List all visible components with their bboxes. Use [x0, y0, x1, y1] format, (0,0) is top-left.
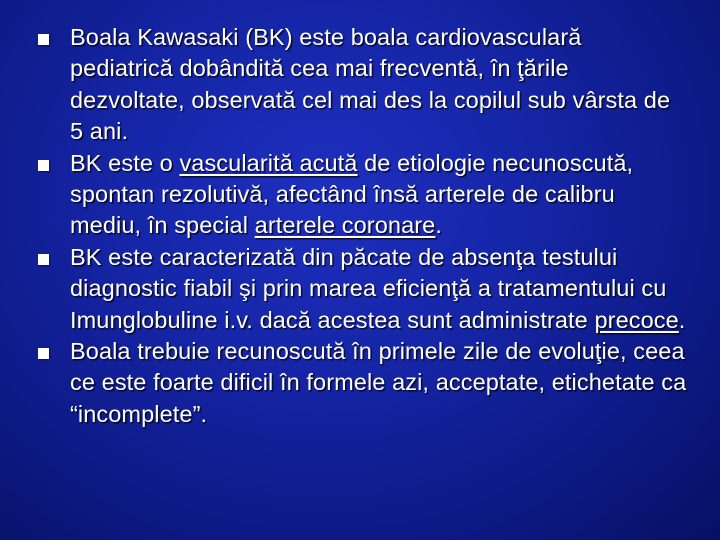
bullet-item: [38, 242, 688, 336]
square-bullet-icon: [38, 348, 49, 359]
square-bullet-icon: [38, 254, 49, 265]
bullet-item: [38, 22, 688, 148]
bullet-text: BK este o: [70, 149, 180, 176]
bullet-list: [38, 22, 688, 430]
underlined-term: precoce: [594, 306, 679, 333]
bullet-text: BK este caracterizată din păcate de absenţa testului diagnostic fiabil şi prin marea eficienţă a tratamentului cu Imunglobuline i.v. dacă acestea sunt administrate: [70, 243, 667, 333]
bullet-text: Boala trebuie recunoscută în primele zile de evoluţie, ceea ce este foarte dificil în formele azi, acceptate, etichetate ca “incomplete”.: [70, 338, 687, 427]
underlined-term: arterele coronare: [254, 212, 436, 239]
bullet-text: .: [435, 212, 442, 239]
square-bullet-icon: [38, 160, 49, 171]
square-bullet-icon: [38, 34, 49, 45]
bullet-text: .: [678, 306, 686, 333]
slide-content: [38, 22, 688, 430]
bullet-text: Boala Kawasaki (BK) este boala cardiovasculară pediatrică dobândită cea mai frecventă, în ţările dezvoltate, observată cel mai des la copilul sub vârsta de 5 ani.: [70, 24, 671, 145]
bullet-text: de etiologie necunoscută, spontan rezolutivă, afectând însă arterele de calibru mediu, în special: [70, 149, 634, 239]
bullet-item: [38, 148, 688, 242]
underlined-term: vascularită acută: [179, 149, 358, 176]
bullet-item: [38, 336, 688, 430]
